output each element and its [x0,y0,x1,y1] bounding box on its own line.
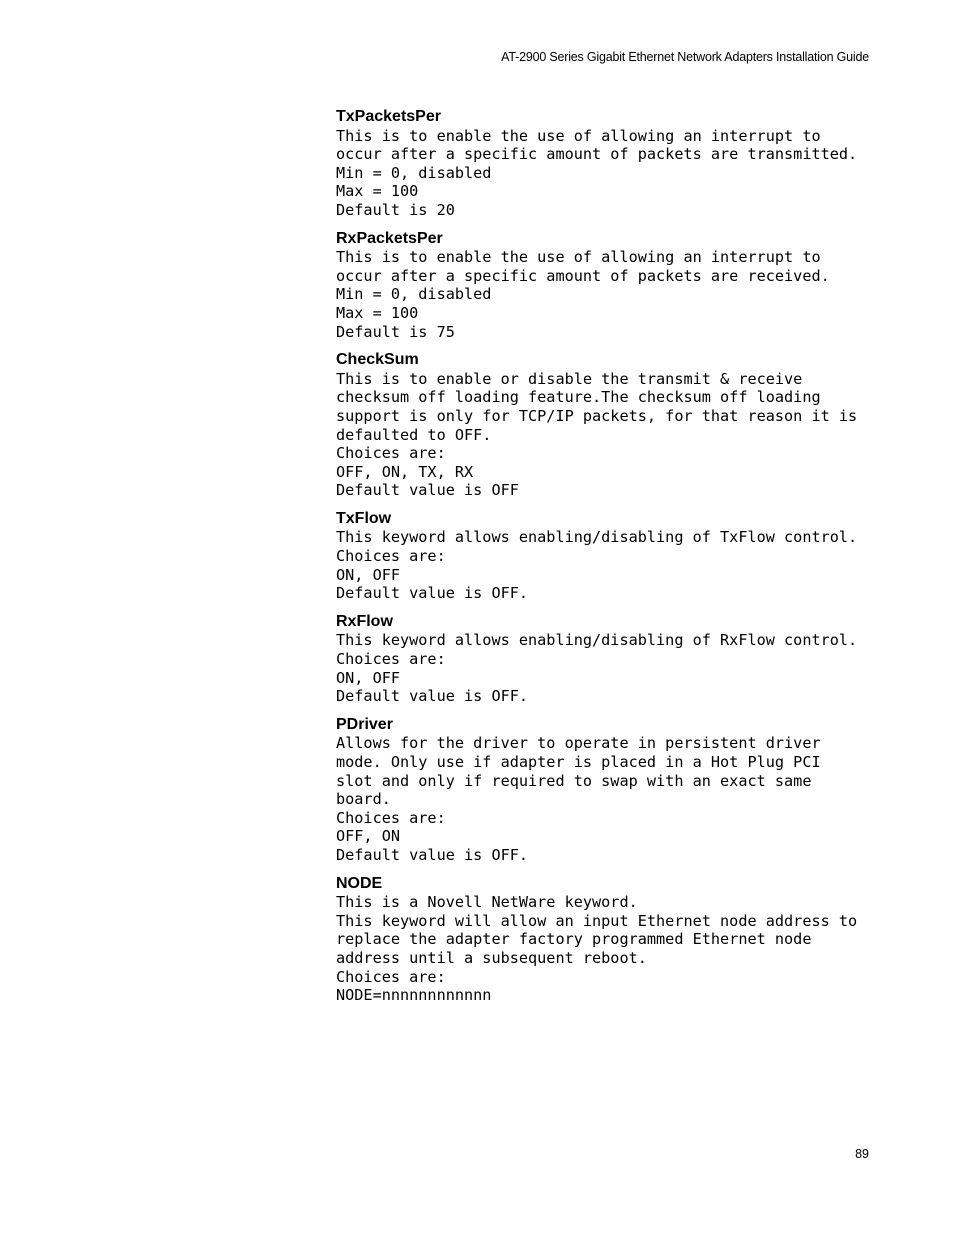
keyword-entry-node [336,875,876,1005]
keyword-description-line: Choices are: [336,808,446,827]
keyword-description-line: OFF, ON [336,827,401,846]
keyword-description-line: This is to enable or disable the transmit & receive [336,369,803,388]
keyword-description-line: Allows for the driver to operate in persistent driver [336,734,821,753]
keyword-description-line: Max = 100 [336,182,419,201]
keyword-description-line: Choices are: [336,547,446,566]
keyword-entry-pdriver [336,716,876,865]
keyword-description-line: Choices are: [336,967,446,986]
keyword-description-line: ON, OFF [336,565,401,584]
keyword-entry-txpacketsper [336,108,876,220]
keyword-title: NODE [336,874,383,892]
keyword-title: PDriver [336,715,393,733]
page-number: 89 [855,1147,869,1161]
keyword-entry-rxpacketsper [336,230,876,342]
keyword-description-line: ON, OFF [336,668,401,687]
keyword-description-line: slot and only if required to swap with an exact same [336,771,812,790]
keyword-description-line: This is to enable the use of allowing an interrupt to [336,248,821,267]
keyword-description-line: board. [336,790,391,809]
keyword-description-line: Default is 20 [336,200,455,219]
keyword-description-line: occur after a specific amount of packets are transmitted. [336,145,858,164]
keyword-description-line: This keyword allows enabling/disabling of TxFlow control. [336,528,858,547]
keyword-description-line: This keyword allows enabling/disabling of RxFlow control. [336,631,858,650]
keyword-description-line: Min = 0, disabled [336,285,492,304]
keyword-entry-rxflow [336,613,876,706]
keyword-entry-txflow [336,510,876,603]
keyword-description-line: mode. Only use if adapter is placed in a Hot Plug PCI [336,753,821,771]
keyword-title: RxFlow [336,612,393,630]
keyword-list [336,108,876,1015]
keyword-entry-checksum [336,351,876,500]
keyword-title: CheckSum [336,351,419,369]
keyword-description-line: checksum off loading feature.The checksum off loading [336,388,821,407]
keyword-description-line: Default value is OFF. [336,687,529,706]
keyword-description-line: Default is 75 [336,322,455,341]
keyword-description-line: occur after a specific amount of packets are received. [336,266,830,285]
keyword-description-line: support is only for TCP/IP packets, for that reason it is [336,406,858,425]
keyword-description-line: defaulted to OFF. [336,425,492,444]
keyword-title: TxFlow [336,509,392,527]
keyword-description-line: Max = 100 [336,303,419,322]
keyword-description-line: Default value is OFF [336,481,519,500]
keyword-title: RxPacketsPer [336,229,443,247]
keyword-description-line: Default value is OFF. [336,584,529,603]
keyword-description-line: Min = 0, disabled [336,163,492,182]
keyword-description-line: Choices are: [336,650,446,669]
keyword-description-line: Default value is OFF. [336,845,529,864]
keyword-description-line: replace the adapter factory programmed Ethernet node [336,930,812,949]
keyword-description-line: NODE=nnnnnnnnnnnn [336,986,492,1005]
keyword-description-line: This keyword will allow an input Ethernet node address to [336,911,858,930]
keyword-description-line: This is a Novell NetWare keyword. [336,893,638,912]
keyword-description-line: This is to enable the use of allowing an interrupt to [336,126,821,145]
keyword-description-line: address until a subsequent reboot. [336,948,647,967]
keyword-title: TxPacketsPer [336,108,441,125]
keyword-description-line: Choices are: [336,444,446,463]
running-header: AT-2900 Series Gigabit Ethernet Network Adapters Installation Guide [501,50,869,64]
keyword-description-line: OFF, ON, TX, RX [336,462,474,481]
